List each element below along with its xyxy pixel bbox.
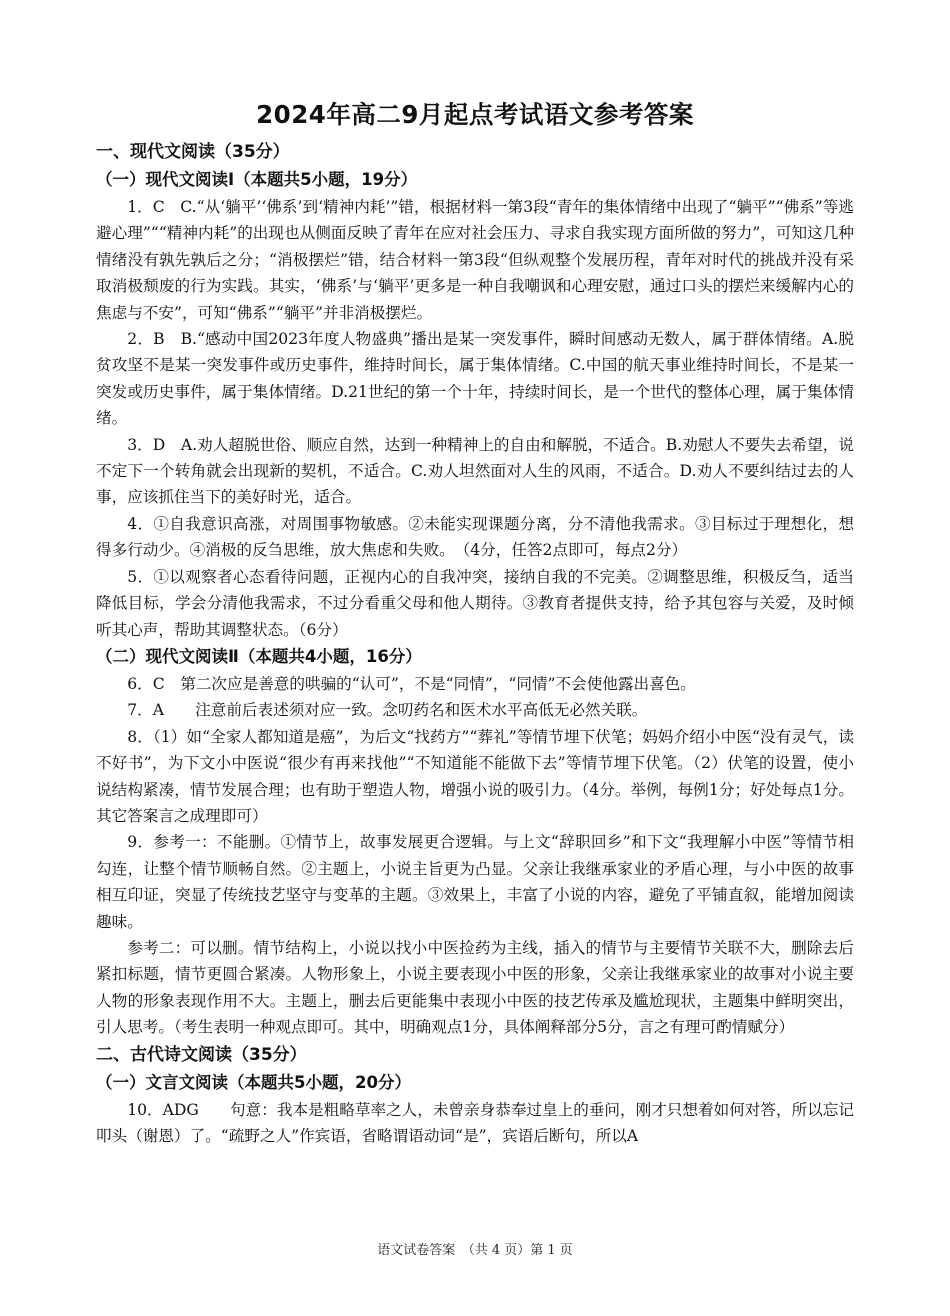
subsection-heading-modern-reading-2: （二）现代文阅读Ⅱ（本题共4小题，16分） (96, 646, 422, 666)
page-title: 2024年高二9月起点考试语文参考答案 (256, 100, 694, 129)
answer-q6: 6．C 第二次应是善意的哄骗的“认可”，不是“同情”，“同情”不会使他露出喜色。 (127, 674, 696, 693)
answer-q4: 4．①自我意识高涨，对周围事物敏感。②未能实现课题分离，分不清他我需求。③目标过于理想化，想得多行动少。④消极的反刍思维，放大焦虑和失败。 （4分，任答2点即可，每点2分） (96, 514, 854, 560)
answer-q9-reference-2: 参考二：可以删。情节结构上，小说以找小中医捡药为主线，插入的情节与主要情节关联不大，删除去后紧扣标题，情节更圆合紧凑。人物形象上，小说主要表现小中医的形象，父亲让我继承家业的故事对小说主要人物的形象表现作用不大。主题上，删去后更能集中表现小中医的技艺传承及尴尬现状，主题集中鲜明突出，引人思考。（考生表明一种观点即可。其中，明确观点1分，具体阐释部分5分，言之有理可酌情赋分） (96, 938, 854, 1037)
subsection-heading-modern-reading-1: （一）现代文阅读Ⅰ（本题共5小题，19分） (96, 170, 418, 189)
answer-q8: 8．（1）如“全家人都知道是癌”，为后文“找药方”“葬礼”等情节埋下伏笔；妈妈介绍小中医“没有灵气，读不好书”，为下文小中医说“很少有再来找他”“不知道能不能做下去”等情节埋下伏笔。（2）伏笔的设置，使小说结构紧凑，情节发展合理；也有助于塑造人物，增强小说的吸引力。（4分。举例，每例1分；好处每点1分。其它答案言之成理即可） (96, 727, 854, 825)
subsection-heading-classical-prose: （一）文言文阅读（本题共5小题，20分） (96, 1072, 411, 1092)
section-heading-classical-reading: 二、古代诗文阅读（35分） (96, 1044, 307, 1065)
answer-q7: 7．A 注意前后表述须对应一致。念叨药名和医术水平高低无必然关联。 (127, 701, 648, 720)
answer-q9-reference-1: 9．参考一：不能删。①情节上，故事发展更合逻辑。与上文“辞职回乡”和下文“我理解小中医”等情节相勾连，让整个情节顺畅自然。②主题上，小说主旨更为凸显。父亲让我继承家业的矛盾心理，与小中医的故事相互印证，突显了传统技艺坚守与变革的主题。③效果上，丰富了小说的内容，避免了平铺直叙，能增加阅读趣味。 (96, 833, 854, 931)
answer-q5: 5．①以观察者心态看待问题，正视内心的自我冲突，接纳自我的不完美。②调整思维，积极反刍，适当降低目标，学会分清他我需求，不过分看重父母和他人期待。③教育者提供支持，给予其包容与关爱，及时倾听其心声，帮助其调整状态。（6分） (96, 567, 854, 639)
page-footer: 语文试卷答案 （共 4 页）第 1 页 (377, 1243, 573, 1258)
answer-q1: 1．C C.“从‘躺平’‘佛系’到‘精神内耗’”错，根据材料一第3段“青年的集体情绪中出现了“躺平”“佛系”等逃避心理”““精神内耗”的出现也从侧面反映了青年在应对社会压力、寻求自我实现方面所做的努力”，可知这几种情绪没有孰先孰后之分；“消极摆烂”错，结合材料一第3段“但纵观整个发展历程，青年对时代的挑战并没有采取消极颓废的行为实践。其实，‘佛系’与‘躺平’更多是一种自我嘲讽和心理安慰，通过口头的摆烂来缓解内心的焦虑与不安”，可知“佛系”“躺平”并非消极摆烂。 (96, 198, 854, 322)
answer-q10: 10．ADG 句意：我本是粗略草率之人，未曾亲身恭奉过皇上的垂问，刚才只想着如何对答，所以忘记叩头（谢恩）了。“疏野之人”作宾语，省略谓语动词“是”，宾语后断句，所以A (96, 1100, 854, 1145)
section-heading-modern-reading: 一、现代文阅读（35分） (96, 142, 290, 162)
answer-q3: 3．D A.劝人超脱世俗、顺应自然，达到一种精神上的自由和解脱，不适合。B.劝慰人不要失去希望，说不定下一个转角就会出现新的契机，不适合。C.劝人坦然面对人生的风雨，不适合。D.劝人不要纠结过去的人事，应该抓住当下的美好时光，适合。 (96, 435, 854, 507)
answer-q2: 2．B B.“感动中国2023年度人物盛典”播出是某一突发事件，瞬时间感动无数人，属于群体情绪。A.脱贫攻坚不是某一突发事件或历史事件，维持时间长，属于集体情绪。C.中国的航天事业维持时间长，不是某一突发或历史事件，属于集体情绪。D.21世纪的第一个十年，持续时间长，是一个世代的整体心理，属于集体情绪。 (96, 330, 854, 428)
answer-sheet (96, 98, 854, 1149)
